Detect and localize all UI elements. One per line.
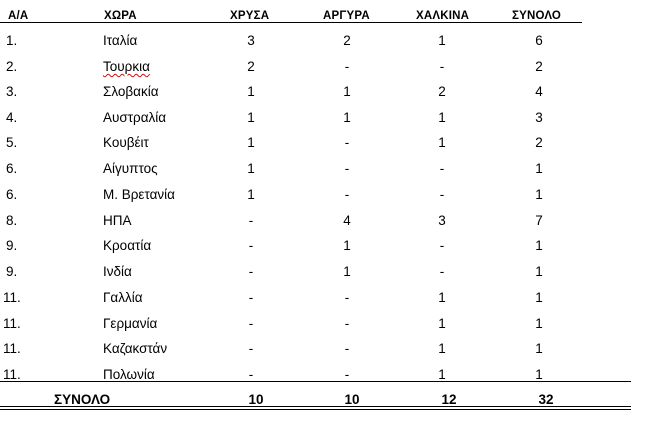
gold-cell: - <box>248 290 254 305</box>
total-cell: 1 <box>535 238 543 253</box>
total-cell: 1 <box>535 367 543 382</box>
rank-cell: 2. <box>6 59 18 74</box>
country-cell: Ιταλία <box>103 33 138 48</box>
rank-cell: 1. <box>6 33 18 48</box>
country-cell: Μ. Βρετανία <box>103 187 175 202</box>
rank-cell: 6. <box>6 161 18 176</box>
table-row <box>0 33 654 58</box>
gold-cell: 2 <box>247 59 255 74</box>
silver-cell: - <box>344 59 350 74</box>
totals-label: ΣΥΝΟΛΟ <box>54 392 111 407</box>
total-cell: 1 <box>535 316 543 331</box>
total-cell: 4 <box>535 84 543 99</box>
bronze-cell: 2 <box>438 84 446 99</box>
total-cell: 2 <box>535 135 543 150</box>
double-rule-bottom <box>0 409 631 410</box>
totals-total: 32 <box>538 392 554 407</box>
total-cell: 1 <box>535 187 543 202</box>
bronze-cell: 1 <box>438 316 446 331</box>
bronze-cell: 1 <box>438 367 446 382</box>
rank-cell: 9. <box>6 264 18 279</box>
rank-cell: 4. <box>6 110 18 125</box>
gold-cell: 1 <box>247 110 255 125</box>
bronze-cell: 1 <box>438 110 446 125</box>
silver-cell: - <box>344 290 350 305</box>
country-cell: Αυστραλία <box>103 110 167 125</box>
silver-cell: - <box>344 187 350 202</box>
country-cell: Πολωνία <box>103 367 155 382</box>
table-row <box>0 161 654 186</box>
silver-cell: 1 <box>343 264 351 279</box>
rank-cell: 5. <box>6 135 18 150</box>
header-total: ΣΥΝΟΛΟ <box>512 10 562 22</box>
header-gold: ΧΡΥΣΑ <box>230 10 270 22</box>
table-row <box>0 213 654 238</box>
table-row <box>0 367 654 392</box>
total-cell: 1 <box>535 264 543 279</box>
gold-cell: 1 <box>247 187 255 202</box>
rank-cell: 11. <box>3 316 21 331</box>
gold-cell: - <box>248 238 254 253</box>
country-cell: Τουρκια <box>103 59 150 74</box>
silver-cell: 1 <box>343 238 351 253</box>
silver-cell: 1 <box>343 84 351 99</box>
country-cell: Γερμανία <box>103 316 158 331</box>
total-cell: 3 <box>535 110 543 125</box>
bronze-cell: - <box>439 187 445 202</box>
header-country: ΧΩΡΑ <box>104 10 137 22</box>
bronze-cell: - <box>439 238 445 253</box>
country-cell: Σλοβακία <box>103 84 159 99</box>
totals-bronze: 12 <box>441 392 457 407</box>
totals-silver: 10 <box>344 392 360 407</box>
header-silver: ΑΡΓΥΡΑ <box>323 10 370 22</box>
rank-cell: 3. <box>6 84 18 99</box>
table-row <box>0 238 654 263</box>
header-bronze: ΧΑΛΚΙΝΑ <box>416 10 470 22</box>
table-row <box>0 135 654 160</box>
totals-divider <box>0 381 631 382</box>
table-row <box>0 264 654 289</box>
totals-gold: 10 <box>248 392 264 407</box>
rank-cell: 11. <box>3 367 21 382</box>
gold-cell: 1 <box>247 161 255 176</box>
silver-cell: - <box>344 316 350 331</box>
rank-cell: 11. <box>3 290 21 305</box>
total-cell: 2 <box>535 59 543 74</box>
total-cell: 1 <box>535 341 543 356</box>
country-cell: Κουβέιτ <box>103 135 149 150</box>
total-cell: 6 <box>535 33 543 48</box>
country-cell: Καζακστάν <box>103 341 168 356</box>
rank-cell: 8. <box>6 213 18 228</box>
header-divider <box>0 22 582 23</box>
gold-cell: - <box>248 367 254 382</box>
gold-cell: 1 <box>247 84 255 99</box>
gold-cell: 3 <box>247 33 255 48</box>
table-row <box>0 110 654 135</box>
bronze-cell: 1 <box>438 290 446 305</box>
country-cell: Αίγυπτος <box>103 161 158 176</box>
table-row <box>0 290 654 315</box>
silver-cell: - <box>344 341 350 356</box>
bronze-cell: - <box>439 59 445 74</box>
double-rule-top <box>0 406 631 407</box>
table-row <box>0 187 654 212</box>
bronze-cell: - <box>439 264 445 279</box>
gold-cell: - <box>248 316 254 331</box>
bronze-cell: 1 <box>438 341 446 356</box>
header-aa: Α/Α <box>8 10 29 22</box>
gold-cell: - <box>248 213 254 228</box>
total-cell: 1 <box>535 290 543 305</box>
silver-cell: 1 <box>343 110 351 125</box>
table-row <box>0 316 654 341</box>
country-cell: ΗΠΑ <box>103 213 132 228</box>
country-cell: Γαλλία <box>103 290 143 305</box>
silver-cell: - <box>344 161 350 176</box>
silver-cell: 4 <box>343 213 351 228</box>
table-row <box>0 59 654 84</box>
silver-cell: 2 <box>343 33 351 48</box>
bronze-cell: 1 <box>438 135 446 150</box>
gold-cell: 1 <box>247 135 255 150</box>
gold-cell: - <box>248 341 254 356</box>
table-row <box>0 341 654 366</box>
silver-cell: - <box>344 135 350 150</box>
rank-cell: 11. <box>3 341 21 356</box>
bronze-cell: 1 <box>438 33 446 48</box>
gold-cell: - <box>248 264 254 279</box>
table-row <box>0 84 654 109</box>
rank-cell: 6. <box>6 187 18 202</box>
bronze-cell: - <box>439 161 445 176</box>
rank-cell: 9. <box>6 238 18 253</box>
country-cell: Κροατία <box>103 238 152 253</box>
country-cell: Ινδία <box>103 264 132 279</box>
silver-cell: - <box>344 367 350 382</box>
total-cell: 7 <box>535 213 543 228</box>
bronze-cell: 3 <box>438 213 446 228</box>
total-cell: 1 <box>535 161 543 176</box>
